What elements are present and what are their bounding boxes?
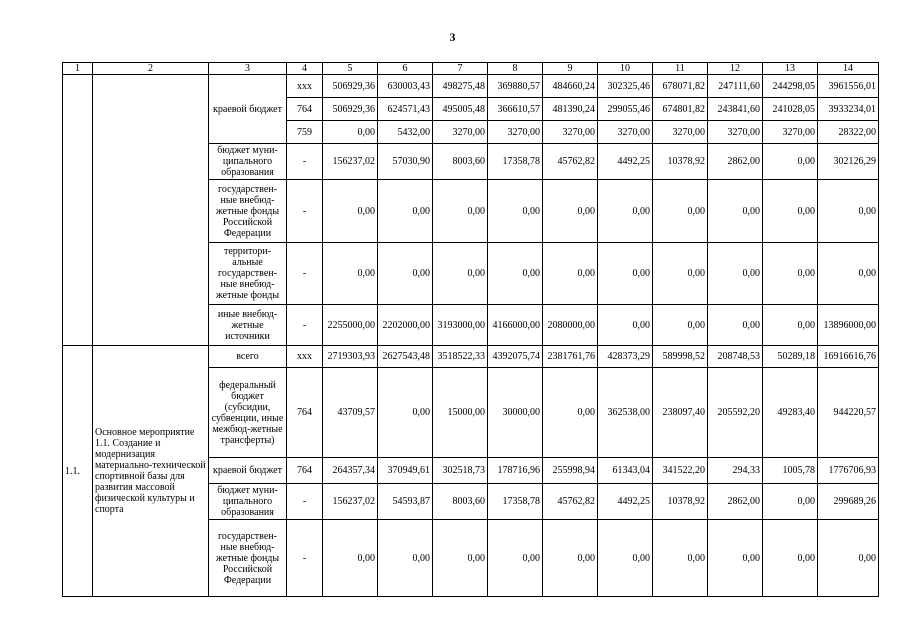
section-number: 1.1. <box>63 346 93 597</box>
value-cell: 1776706,93 <box>818 458 879 484</box>
value-cell: 0,00 <box>378 368 433 458</box>
budget-code: - <box>287 144 323 180</box>
value-cell: 16916616,76 <box>818 346 879 368</box>
value-cell: 0,00 <box>653 180 708 243</box>
value-cell: 4492,25 <box>598 484 653 520</box>
value-cell: 506929,36 <box>323 75 378 98</box>
value-cell: 5432,00 <box>378 121 433 144</box>
value-cell: 17358,78 <box>488 144 543 180</box>
value-cell: 61343,04 <box>598 458 653 484</box>
value-cell: 0,00 <box>763 144 818 180</box>
value-cell: 481390,24 <box>543 98 598 121</box>
value-cell: 0,00 <box>378 180 433 243</box>
value-cell: 0,00 <box>598 520 653 597</box>
value-cell: 302325,46 <box>598 75 653 98</box>
value-cell: 247111,60 <box>708 75 763 98</box>
value-cell: 0,00 <box>323 180 378 243</box>
value-cell: 302518,73 <box>433 458 488 484</box>
value-cell: 0,00 <box>543 243 598 305</box>
value-cell: 208748,53 <box>708 346 763 368</box>
value-cell: 299689,26 <box>818 484 879 520</box>
value-cell: 30000,00 <box>488 368 543 458</box>
value-cell: 4492,25 <box>598 144 653 180</box>
section-title: Основное мероприятие 1.1. Создание и модернизация материально-технической спортивной базы для развития массовой физической культуры и спорта <box>93 346 209 597</box>
value-cell: 624571,43 <box>378 98 433 121</box>
column-header: 11 <box>653 63 708 75</box>
value-cell: 8003,60 <box>433 484 488 520</box>
value-cell: 0,00 <box>818 520 879 597</box>
value-cell: 0,00 <box>708 243 763 305</box>
value-cell: 341522,20 <box>653 458 708 484</box>
value-cell: 3933234,01 <box>818 98 879 121</box>
header-row <box>63 63 879 75</box>
value-cell: 362538,00 <box>598 368 653 458</box>
budget-code: ххх <box>287 75 323 98</box>
column-header: 13 <box>763 63 818 75</box>
funding-source: всего <box>209 346 287 368</box>
value-cell: 2080000,00 <box>543 305 598 346</box>
value-cell: 630003,43 <box>378 75 433 98</box>
value-cell: 238097,40 <box>653 368 708 458</box>
value-cell: 589998,52 <box>653 346 708 368</box>
value-cell: 0,00 <box>378 520 433 597</box>
value-cell: 28322,00 <box>818 121 879 144</box>
budget-code: - <box>287 484 323 520</box>
value-cell: 0,00 <box>433 520 488 597</box>
value-cell: 2381761,76 <box>543 346 598 368</box>
value-cell: 4166000,00 <box>488 305 543 346</box>
value-cell: 0,00 <box>543 180 598 243</box>
value-cell: 3270,00 <box>598 121 653 144</box>
value-cell: 241028,05 <box>763 98 818 121</box>
value-cell: 484660,24 <box>543 75 598 98</box>
funding-source: территори-альные государствен-ные внебюд-жетные фонды <box>209 243 287 305</box>
value-cell: 0,00 <box>598 243 653 305</box>
value-cell: 0,00 <box>818 243 879 305</box>
value-cell: 49283,40 <box>763 368 818 458</box>
value-cell: 10378,92 <box>653 144 708 180</box>
value-cell: 57030,90 <box>378 144 433 180</box>
value-cell: 0,00 <box>323 121 378 144</box>
value-cell: 294,33 <box>708 458 763 484</box>
value-cell: 498275,48 <box>433 75 488 98</box>
row-number-cell <box>63 75 93 346</box>
value-cell: 50289,18 <box>763 346 818 368</box>
value-cell: 10378,92 <box>653 484 708 520</box>
value-cell: 369880,57 <box>488 75 543 98</box>
value-cell: 0,00 <box>763 520 818 597</box>
table-row <box>63 75 879 98</box>
value-cell: 1005,78 <box>763 458 818 484</box>
value-cell: 45762,82 <box>543 144 598 180</box>
column-header: 9 <box>543 63 598 75</box>
value-cell: 0,00 <box>323 243 378 305</box>
budget-code: ххх <box>287 346 323 368</box>
value-cell: 674801,82 <box>653 98 708 121</box>
funding-source: бюджет муни-ципального образования <box>209 484 287 520</box>
funding-source: государствен-ные внебюд-жетные фонды Российской Федерации <box>209 520 287 597</box>
value-cell: 0,00 <box>763 243 818 305</box>
value-cell: 4392075,74 <box>488 346 543 368</box>
value-cell: 2719303,93 <box>323 346 378 368</box>
value-cell: 370949,61 <box>378 458 433 484</box>
value-cell: 506929,36 <box>323 98 378 121</box>
column-header: 14 <box>818 63 879 75</box>
column-header: 7 <box>433 63 488 75</box>
value-cell: 8003,60 <box>433 144 488 180</box>
value-cell: 3270,00 <box>763 121 818 144</box>
value-cell: 0,00 <box>488 243 543 305</box>
funding-source: федеральный бюджет (субсидии, субвенции, иные межбюд-жетные трансферты) <box>209 368 287 458</box>
budget-table <box>62 62 879 597</box>
value-cell: 0,00 <box>708 520 763 597</box>
value-cell: 3270,00 <box>708 121 763 144</box>
value-cell: 255998,94 <box>543 458 598 484</box>
column-header: 8 <box>488 63 543 75</box>
column-header: 4 <box>287 63 323 75</box>
value-cell: 178716,96 <box>488 458 543 484</box>
value-cell: 0,00 <box>708 180 763 243</box>
value-cell: 2627543,48 <box>378 346 433 368</box>
budget-code: - <box>287 520 323 597</box>
funding-source: краевой бюджет <box>213 103 282 115</box>
value-cell: 13896000,00 <box>818 305 879 346</box>
column-header: 2 <box>93 63 209 75</box>
column-header: 5 <box>323 63 378 75</box>
budget-code: 759 <box>287 121 323 144</box>
value-cell: 302126,29 <box>818 144 879 180</box>
column-header: 6 <box>378 63 433 75</box>
value-cell: 156237,02 <box>323 144 378 180</box>
page-number: 3 <box>449 30 456 44</box>
value-cell: 205592,20 <box>708 368 763 458</box>
column-header: 12 <box>708 63 763 75</box>
value-cell: 2202000,00 <box>378 305 433 346</box>
value-cell: 15000,00 <box>433 368 488 458</box>
budget-code: 764 <box>287 98 323 121</box>
value-cell: 0,00 <box>763 180 818 243</box>
value-cell: 3518522,33 <box>433 346 488 368</box>
value-cell: 3193000,00 <box>433 305 488 346</box>
value-cell: 0,00 <box>763 484 818 520</box>
value-cell: 17358,78 <box>488 484 543 520</box>
value-cell: 244298,05 <box>763 75 818 98</box>
value-cell: 0,00 <box>378 243 433 305</box>
table-row <box>63 346 879 368</box>
budget-code: - <box>287 305 323 346</box>
value-cell: 2862,00 <box>708 144 763 180</box>
budget-code: - <box>287 180 323 243</box>
column-header: 3 <box>209 63 287 75</box>
value-cell: 0,00 <box>653 520 708 597</box>
funding-source: бюджет муни-ципального образования <box>209 144 287 180</box>
value-cell: 3270,00 <box>433 121 488 144</box>
value-cell: 495005,48 <box>433 98 488 121</box>
funding-source: иные внебюд-жетные источники <box>209 305 287 346</box>
value-cell: 428373,29 <box>598 346 653 368</box>
value-cell: 944220,57 <box>818 368 879 458</box>
budget-code: 764 <box>287 368 323 458</box>
value-cell: 0,00 <box>653 305 708 346</box>
value-cell: 264357,34 <box>323 458 378 484</box>
value-cell: 0,00 <box>488 520 543 597</box>
value-cell: 0,00 <box>323 520 378 597</box>
value-cell: 45762,82 <box>543 484 598 520</box>
value-cell: 0,00 <box>818 180 879 243</box>
column-header: 1 <box>63 63 93 75</box>
value-cell: 54593,87 <box>378 484 433 520</box>
funding-source-cell <box>209 75 287 144</box>
value-cell: 3961556,01 <box>818 75 879 98</box>
value-cell: 3270,00 <box>653 121 708 144</box>
value-cell: 366610,57 <box>488 98 543 121</box>
value-cell: 0,00 <box>488 180 543 243</box>
activity-name-cell <box>93 75 209 346</box>
value-cell: 299055,46 <box>598 98 653 121</box>
budget-code: 764 <box>287 458 323 484</box>
value-cell: 2862,00 <box>708 484 763 520</box>
value-cell: 0,00 <box>763 305 818 346</box>
value-cell: 0,00 <box>708 305 763 346</box>
value-cell: 0,00 <box>653 243 708 305</box>
value-cell: 0,00 <box>598 180 653 243</box>
column-header: 10 <box>598 63 653 75</box>
budget-code: - <box>287 243 323 305</box>
value-cell: 678071,82 <box>653 75 708 98</box>
value-cell: 3270,00 <box>543 121 598 144</box>
value-cell: 3270,00 <box>488 121 543 144</box>
value-cell: 0,00 <box>543 368 598 458</box>
funding-source: государствен-ные внебюд-жетные фонды Российской Федерации <box>209 180 287 243</box>
value-cell: 0,00 <box>433 180 488 243</box>
value-cell: 43709,57 <box>323 368 378 458</box>
value-cell: 156237,02 <box>323 484 378 520</box>
value-cell: 243841,60 <box>708 98 763 121</box>
value-cell: 0,00 <box>433 243 488 305</box>
value-cell: 0,00 <box>543 520 598 597</box>
value-cell: 2255000,00 <box>323 305 378 346</box>
funding-source: краевой бюджет <box>209 458 287 484</box>
value-cell: 0,00 <box>598 305 653 346</box>
